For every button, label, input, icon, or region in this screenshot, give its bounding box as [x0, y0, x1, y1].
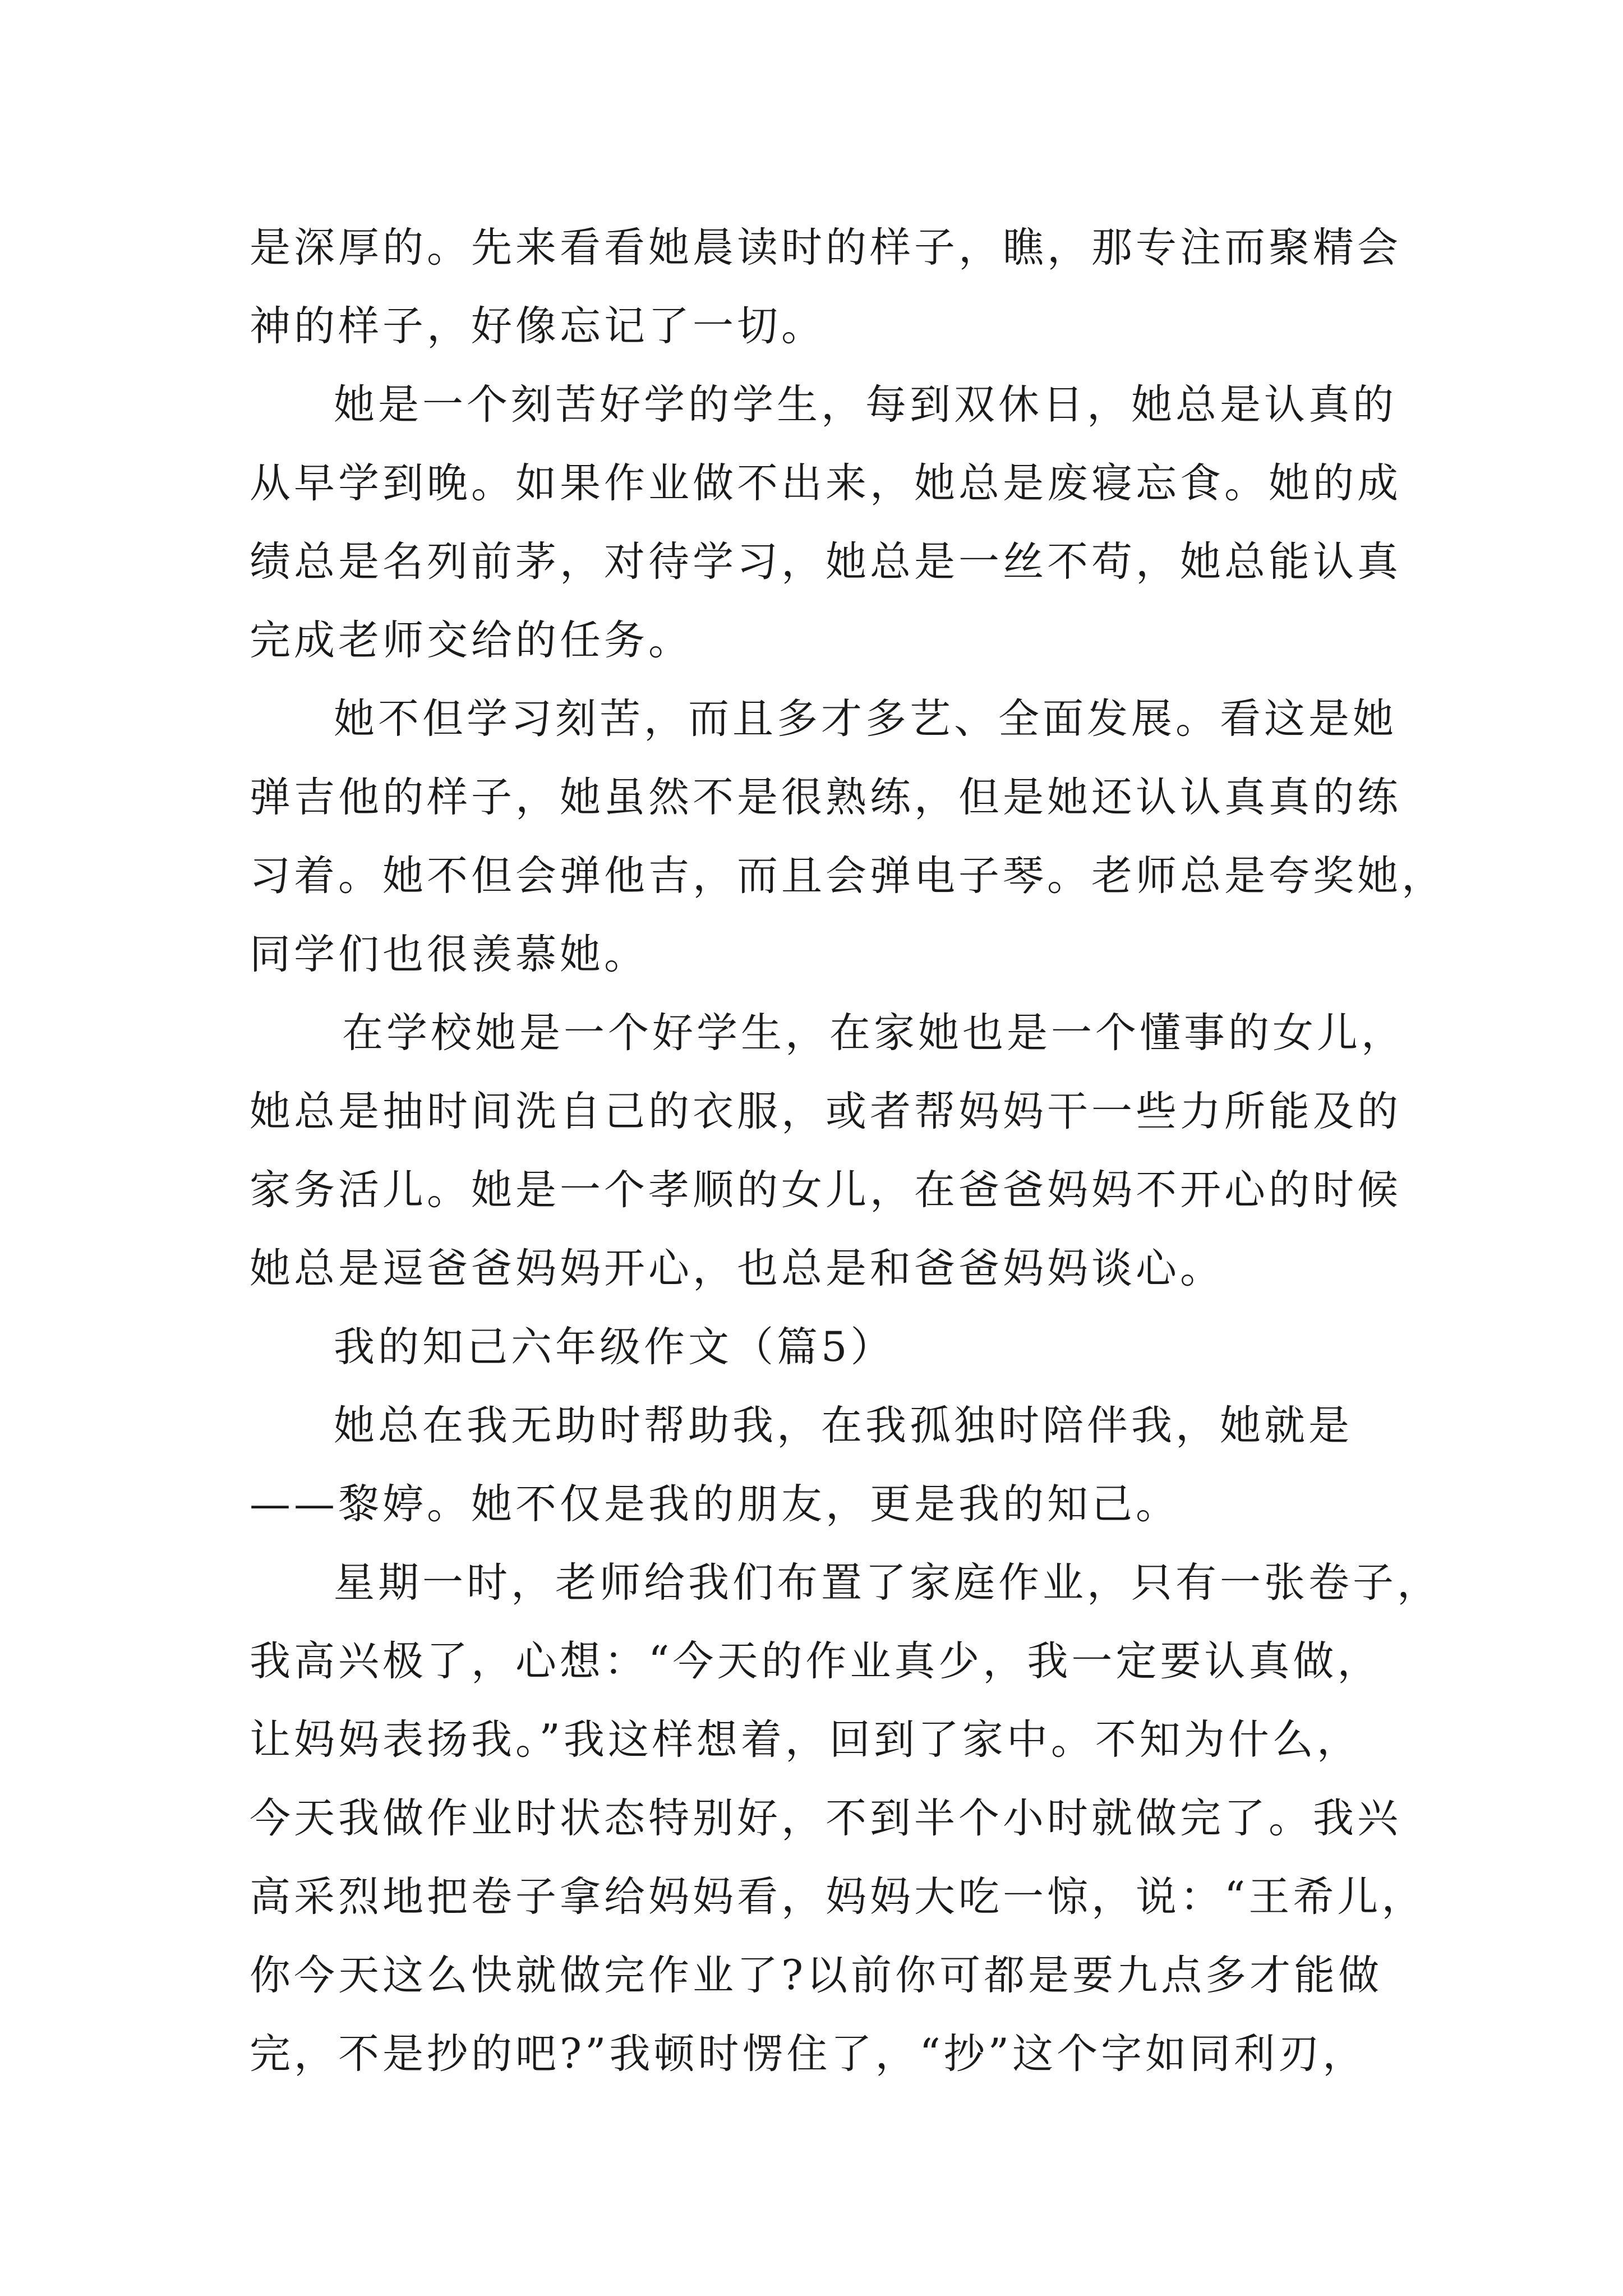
text-line: 同学们也很羡慕她。: [250, 931, 648, 978]
section-heading: 我的知己六年级作文（篇5）: [334, 1323, 895, 1371]
text-line: 习着。她不但会弹他吉，而且会弹电子琴。老师总是夸奖她，: [250, 852, 1446, 900]
text-line: ——黎婷。她不仅是我的朋友，更是我的知己。: [250, 1480, 1180, 1528]
text-line: 家务活儿。她是一个孝顺的女儿，在爸爸妈妈不开心的时候: [250, 1166, 1401, 1214]
paragraph-start-line: 她是一个刻苦好学的学生，每到双休日，她总是认真的: [334, 381, 1397, 429]
text-line: 完，不是抄的吧?”我顿时愣住了，“抄”这个字如同利刃，: [250, 2030, 1367, 2078]
text-line: 我高兴极了，心想：“今天的作业真少，我一定要认真做，: [250, 1637, 1382, 1685]
paragraph-start-line: 在学校她是一个好学生，在家她也是一个懂事的女儿，: [342, 1009, 1405, 1057]
text-line: 让妈妈表扬我。”我这样想着，回到了家中。不知为什么，: [250, 1716, 1361, 1764]
text-line: 高采烈地把卷子拿给妈妈看，妈妈大吃一惊，说：“王希儿，: [250, 1873, 1426, 1921]
text-line: 她总是逗爸爸妈妈开心，也总是和爸爸妈妈谈心。: [250, 1245, 1224, 1292]
text-line: 她总是抽时间洗自己的衣服，或者帮妈妈干一些力所能及的: [250, 1088, 1401, 1135]
paragraph-start-line: 星期一时，老师给我们布置了家庭作业，只有一张卷子，: [334, 1559, 1441, 1607]
text-line: 完成老师交给的任务。: [250, 616, 693, 664]
text-line: 是深厚的。先来看看她晨读时的样子，瞧，那专注而聚精会: [250, 224, 1401, 272]
text-line: 今天我做作业时状态特别好，不到半个小时就做完了。我兴: [250, 1795, 1401, 1842]
text-line: 你今天这么快就做完作业了?以前你可都是要九点多才能做: [250, 1952, 1383, 1999]
paragraph-start-line: 她总在我无助时帮助我，在我孤独时陪伴我，她就是: [334, 1402, 1353, 1450]
text-line: 从早学到晚。如果作业做不出来，她总是废寝忘食。她的成: [250, 459, 1401, 507]
paragraph-start-line: 她不但学习刻苦，而且多才多艺、全面发展。看这是她: [334, 695, 1397, 743]
text-line: 弹吉他的样子，她虽然不是很熟练，但是她还认认真真的练: [250, 774, 1401, 821]
text-line: 神的样子，好像忘记了一切。: [250, 302, 826, 350]
text-line: 绩总是名列前茅，对待学习，她总是一丝不苟，她总能认真: [250, 538, 1401, 586]
